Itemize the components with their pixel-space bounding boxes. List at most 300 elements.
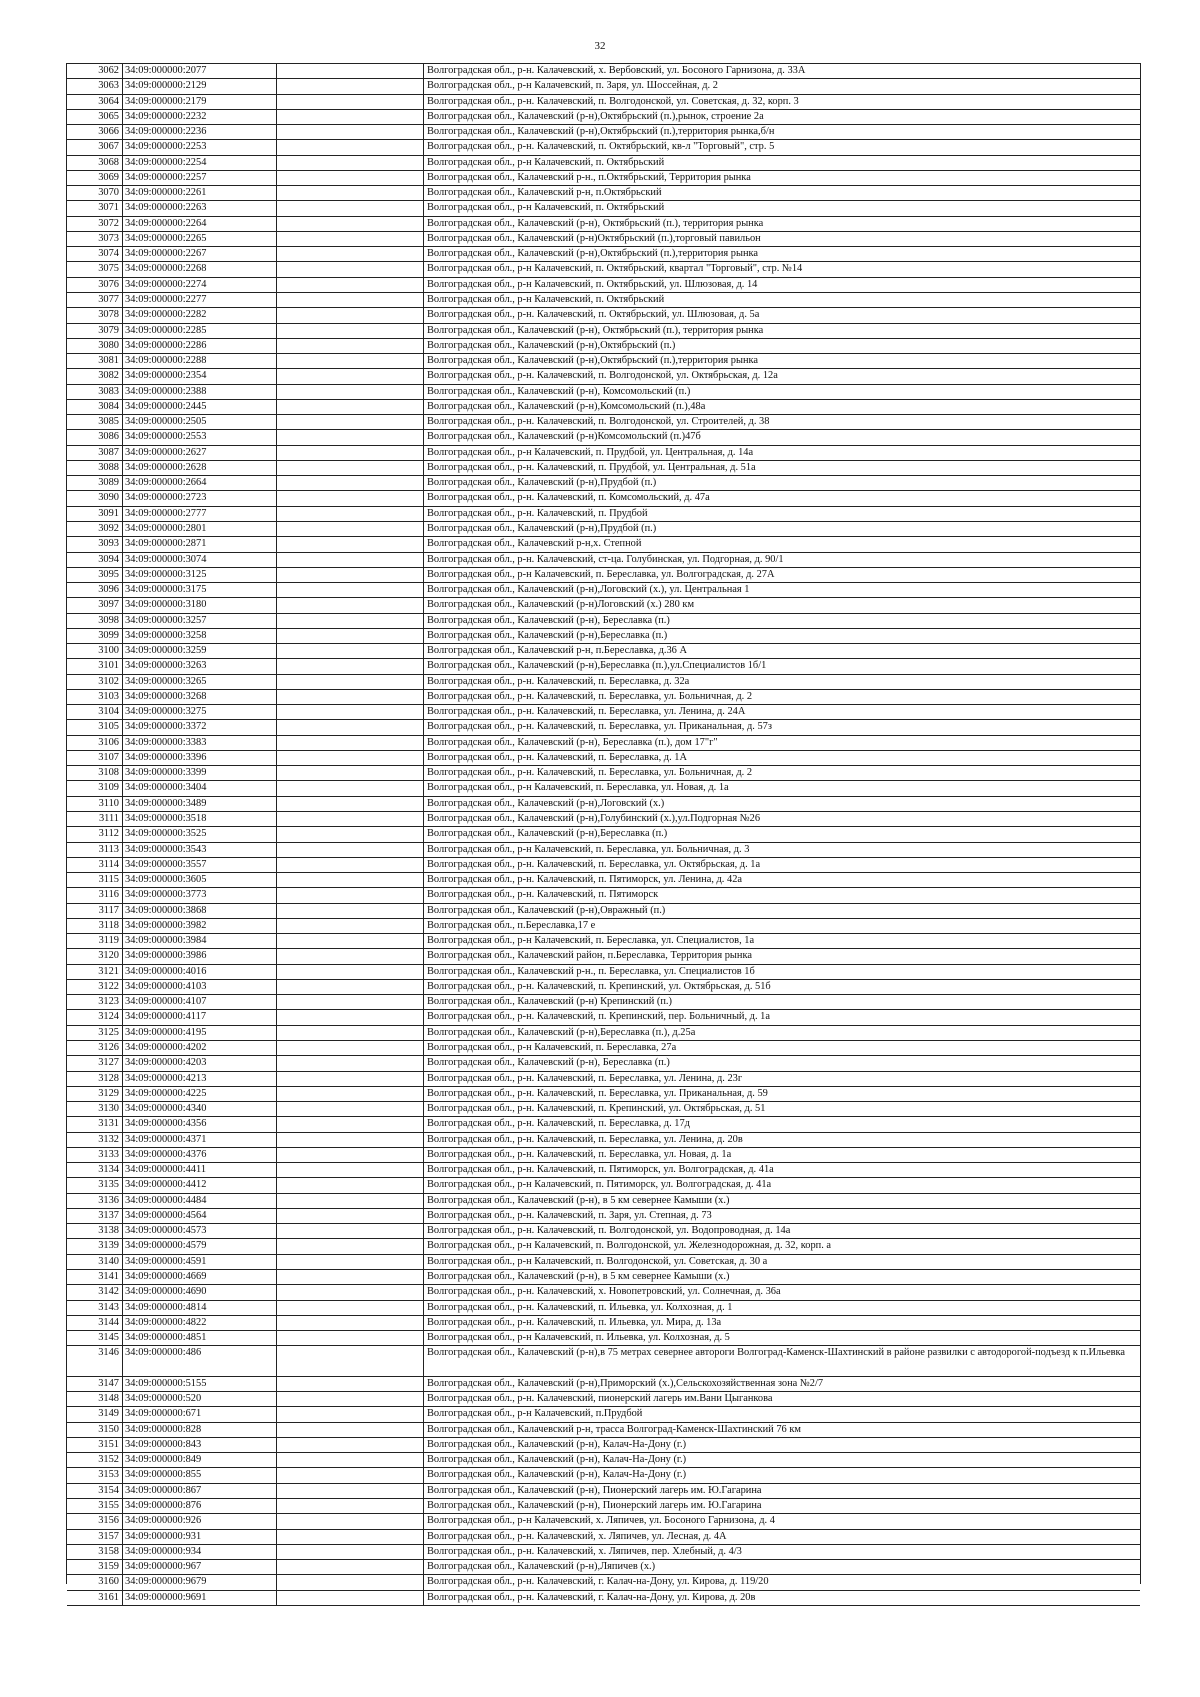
table-row (67, 1239, 1140, 1254)
row-number-cell: 3138 (67, 1224, 123, 1238)
table-row (67, 583, 1140, 598)
empty-cell (277, 201, 424, 215)
table-row (67, 1010, 1140, 1025)
table-row (67, 1346, 1140, 1377)
cadastral-number-cell: 34:09:000000:4411 (123, 1163, 277, 1177)
address-cell: Волгоградская обл., р-н. Калачевский, п. Волгодонской, ул. Октябрьская, д. 12а (427, 370, 778, 382)
cadastral-number-cell: 34:09:000000:3525 (123, 827, 277, 841)
address-cell: Волгоградская обл., Калачевский (р-н),Прудбой (п.) (427, 522, 657, 534)
address-cell: Волгоградская обл., р-н Калачевский, п. Береславка, ул. Специалистов, 1а (427, 935, 755, 947)
row-number-cell: 3097 (67, 598, 123, 612)
row-number-cell: 3155 (67, 1499, 123, 1513)
row-number-cell: 3078 (67, 308, 123, 322)
address-cell: Волгоградская обл., Калачевский (р-н), Октябрьский (п.), территория рынка (427, 324, 764, 336)
cadastral-number-cell: 34:09:000000:867 (123, 1484, 277, 1498)
empty-cell (277, 278, 424, 292)
row-number-cell: 3083 (67, 385, 123, 399)
table-row (67, 1178, 1140, 1193)
empty-cell (277, 537, 424, 551)
address-cell: Волгоградская обл., Калачевский район, п.Береславка, Территория рынка (427, 950, 752, 962)
empty-cell (277, 1438, 424, 1452)
address-cell: Волгоградская обл., р-н. Калачевский, п. Береславка, ул. Приканальная, д. 57з (427, 721, 772, 733)
cadastral-number-cell: 34:09:000000:9679 (123, 1575, 277, 1589)
cadastral-number-cell: 34:09:000000:486 (123, 1346, 277, 1376)
cadastral-number-cell: 34:09:000000:2445 (123, 400, 277, 414)
address-cell: Волгоградская обл., р-н Калачевский, п. Октябрьский, ул. Шлюзовая, д. 14 (427, 278, 758, 290)
row-number-cell: 3068 (67, 156, 123, 170)
empty-cell (277, 858, 424, 872)
empty-cell (277, 1072, 424, 1086)
address-cell: Волгоградская обл., Калачевский (р-н), Береславка (п.) (427, 614, 670, 626)
row-number-cell: 3129 (67, 1087, 123, 1101)
table-row (67, 1468, 1140, 1483)
cadastral-number-cell: 34:09:000000:4484 (123, 1194, 277, 1208)
address-cell: Волгоградская обл., р-н. Калачевский, п. Береславка, д. 17д (427, 1118, 690, 1130)
row-number-cell: 3070 (67, 186, 123, 200)
address-cell: Волгоградская обл., Калачевский (р-н),Береславка (п.) (427, 828, 668, 840)
table-row (67, 1560, 1140, 1575)
row-number-cell: 3095 (67, 568, 123, 582)
row-number-cell: 3103 (67, 690, 123, 704)
table-row (67, 1377, 1140, 1392)
address-cell: Волгоградская обл., Калачевский р-н, трасса Волгоград-Каменск-Шахтинский 76 км (427, 1423, 801, 1435)
empty-cell (277, 553, 424, 567)
address-cell: Волгоградская обл., р-н. Калачевский, п. Волгодонской, ул. Строителей, д. 38 (427, 416, 770, 428)
table-row (67, 1224, 1140, 1239)
registry-table (66, 63, 1141, 1603)
table-row (67, 1392, 1140, 1407)
cadastral-number-cell: 34:09:000000:2628 (123, 461, 277, 475)
table-row (67, 293, 1140, 308)
table-row (67, 1133, 1140, 1148)
row-number-cell: 3158 (67, 1545, 123, 1559)
empty-cell (277, 461, 424, 475)
address-cell: Волгоградская обл., Калачевский (р-н), Пионерский лагерь им. Ю.Гагарина (427, 1499, 762, 1511)
cadastral-number-cell: 34:09:000000:2277 (123, 293, 277, 307)
empty-cell (277, 324, 424, 338)
table-row (67, 247, 1140, 262)
empty-cell (277, 415, 424, 429)
cadastral-number-cell: 34:09:000000:3125 (123, 568, 277, 582)
table-row (67, 1194, 1140, 1209)
row-number-cell: 3099 (67, 629, 123, 643)
cadastral-number-cell: 34:09:000000:828 (123, 1423, 277, 1437)
cadastral-number-cell: 34:09:000000:3543 (123, 843, 277, 857)
empty-cell (277, 1255, 424, 1269)
table-row (67, 95, 1140, 110)
cadastral-number-cell: 34:09:000000:2553 (123, 430, 277, 444)
row-number-cell: 3160 (67, 1575, 123, 1589)
cadastral-number-cell: 34:09:000000:3396 (123, 751, 277, 765)
cadastral-number-cell: 34:09:000000:4202 (123, 1041, 277, 1055)
address-cell: Волгоградская обл., р-н. Калачевский, х. Новопетровский, ул. Солнечная, д. 36а (427, 1286, 781, 1298)
empty-cell (277, 1010, 424, 1024)
table-row (67, 1209, 1140, 1224)
table-row (67, 720, 1140, 735)
empty-cell (277, 1194, 424, 1208)
cadastral-number-cell: 34:09:000000:4213 (123, 1072, 277, 1086)
row-number-cell: 3093 (67, 537, 123, 551)
empty-cell (277, 1453, 424, 1467)
page-number: 32 (594, 40, 606, 52)
row-number-cell: 3127 (67, 1056, 123, 1070)
table-row (67, 140, 1140, 155)
empty-cell (277, 766, 424, 780)
empty-cell (277, 1530, 424, 1544)
empty-cell (277, 1117, 424, 1131)
cadastral-number-cell: 34:09:000000:4225 (123, 1087, 277, 1101)
empty-cell (277, 125, 424, 139)
row-number-cell: 3102 (67, 675, 123, 689)
table-row (67, 308, 1140, 323)
table-row (67, 873, 1140, 888)
empty-cell (277, 812, 424, 826)
row-number-cell: 3079 (67, 324, 123, 338)
table-row (67, 568, 1140, 583)
address-cell: Волгоградская обл., Калачевский (р-н),Октябрьский (п.),территория рынка (427, 355, 759, 367)
row-number-cell: 3063 (67, 79, 123, 93)
table-row (67, 675, 1140, 690)
cadastral-number-cell: 34:09:000000:9691 (123, 1591, 277, 1605)
row-number-cell: 3065 (67, 110, 123, 124)
address-cell: Волгоградская обл., р-н. Калачевский, п. Волгодонской, ул. Водопроводная, д. 14а (427, 1225, 791, 1237)
empty-cell (277, 110, 424, 124)
table-row (67, 904, 1140, 919)
cadastral-number-cell: 34:09:000000:4591 (123, 1255, 277, 1269)
cadastral-number-cell: 34:09:000000:2505 (123, 415, 277, 429)
table-row (67, 400, 1140, 415)
cadastral-number-cell: 34:09:000000:4573 (123, 1224, 277, 1238)
cadastral-number-cell: 34:09:000000:2129 (123, 79, 277, 93)
empty-cell (277, 385, 424, 399)
cadastral-number-cell: 34:09:000000:3268 (123, 690, 277, 704)
address-cell: Волгоградская обл., Калачевский (р-н),Логовский (х.) (427, 797, 665, 809)
empty-cell (277, 614, 424, 628)
address-cell: Волгоградская обл., р-н Калачевский, х. Ляпичев, ул. Босоного Гарнизона, д. 4 (427, 1515, 775, 1527)
empty-cell (277, 995, 424, 1009)
cadastral-number-cell: 34:09:000000:931 (123, 1530, 277, 1544)
address-cell: Волгоградская обл., р-н Калачевский, п. Волгодонской, ул. Советская, д. 30 а (427, 1255, 768, 1267)
cadastral-number-cell: 34:09:000000:4851 (123, 1331, 277, 1345)
row-number-cell: 3147 (67, 1377, 123, 1391)
row-number-cell: 3074 (67, 247, 123, 261)
cadastral-number-cell: 34:09:000000:4117 (123, 1010, 277, 1024)
row-number-cell: 3075 (67, 262, 123, 276)
table-row (67, 156, 1140, 171)
row-number-cell: 3149 (67, 1407, 123, 1421)
row-number-cell: 3089 (67, 476, 123, 490)
empty-cell (277, 476, 424, 490)
table-row (67, 1072, 1140, 1087)
empty-cell (277, 293, 424, 307)
cadastral-number-cell: 34:09:000000:4371 (123, 1133, 277, 1147)
empty-cell (277, 888, 424, 902)
table-row (67, 751, 1140, 766)
row-number-cell: 3076 (67, 278, 123, 292)
address-cell: Волгоградская обл., Калачевский (р-н), Калач-На-Дону (г.) (427, 1454, 687, 1466)
empty-cell (277, 1224, 424, 1238)
row-number-cell: 3123 (67, 995, 123, 1009)
cadastral-number-cell: 34:09:000000:926 (123, 1514, 277, 1528)
address-cell: Волгоградская обл., р-н Калачевский, п. Октябрьский (427, 293, 665, 305)
row-number-cell: 3085 (67, 415, 123, 429)
address-cell: Волгоградская обл., р-н. Калачевский, п. Береславка, д. 32а (427, 675, 690, 687)
address-cell: Волгоградская обл., р-н. Калачевский, х. Вербовский, ул. Босоного Гарнизона, д. 33А (427, 65, 806, 76)
empty-cell (277, 1133, 424, 1147)
cadastral-number-cell: 34:09:000000:4690 (123, 1285, 277, 1299)
empty-cell (277, 1056, 424, 1070)
table-row (67, 217, 1140, 232)
empty-cell (277, 1209, 424, 1223)
address-cell: Волгоградская обл., Калачевский (р-н), Калач-На-Дону (г.) (427, 1469, 687, 1481)
table-row (67, 125, 1140, 140)
address-cell: Волгоградская обл., р-н. Калачевский, п. Пятиморск, ул. Ленина, д. 42а (427, 874, 743, 886)
address-cell: Волгоградская обл., Калачевский (р-н),Октябрьский (п.),территория рынка (427, 248, 759, 260)
empty-cell (277, 156, 424, 170)
row-number-cell: 3067 (67, 140, 123, 154)
table-row (67, 507, 1140, 522)
empty-cell (277, 1331, 424, 1345)
empty-cell (277, 1270, 424, 1284)
cadastral-number-cell: 34:09:000000:4814 (123, 1301, 277, 1315)
address-cell: Волгоградская обл., р-н. Калачевский, г. Калач-на-Дону, ул. Кирова, д. 20в (427, 1591, 756, 1603)
address-cell: Волгоградская обл., р-н. Калачевский, п. Комсомольский, д. 47а (427, 492, 710, 504)
table-row (67, 858, 1140, 873)
address-cell: Волгоградская обл., р-н. Калачевский, х. Ляпичев, пер. Хлебный, д. 4/3 (427, 1545, 742, 1557)
empty-cell (277, 644, 424, 658)
cadastral-number-cell: 34:09:000000:2286 (123, 339, 277, 353)
address-cell: Волгоградская обл., р-н. Калачевский, п. Береславка, ул. Больничная, д. 2 (427, 767, 753, 779)
address-cell: Волгоградская обл., р-н Калачевский, п. Ильевка, ул. Колхозная, д. 5 (427, 1332, 730, 1344)
row-number-cell: 3062 (67, 64, 123, 78)
empty-cell (277, 980, 424, 994)
table-row (67, 934, 1140, 949)
row-number-cell: 3072 (67, 217, 123, 231)
empty-cell (277, 1316, 424, 1330)
table-row (67, 843, 1140, 858)
table-row (67, 64, 1140, 79)
cadastral-number-cell: 34:09:000000:671 (123, 1407, 277, 1421)
address-cell: Волгоградская обл., р-н. Калачевский, п. Пятиморск (427, 889, 659, 901)
row-number-cell: 3096 (67, 583, 123, 597)
row-number-cell: 3142 (67, 1285, 123, 1299)
address-cell: Волгоградская обл., Калачевский (р-н)Логовский (х.) 280 км (427, 599, 695, 611)
row-number-cell: 3140 (67, 1255, 123, 1269)
row-number-cell: 3117 (67, 904, 123, 918)
row-number-cell: 3090 (67, 491, 123, 505)
table-row (67, 522, 1140, 537)
empty-cell (277, 446, 424, 460)
table-row (67, 1514, 1140, 1529)
row-number-cell: 3159 (67, 1560, 123, 1574)
address-cell: Волгоградская обл., Калачевский (р-н)Комсомольский (п.)47б (427, 431, 701, 443)
row-number-cell: 3114 (67, 858, 123, 872)
row-number-cell: 3112 (67, 827, 123, 841)
empty-cell (277, 1041, 424, 1055)
address-cell: Волгоградская обл., Калачевский (р-н), в 5 км севернее Камыши (х.) (427, 1270, 730, 1282)
empty-cell (277, 797, 424, 811)
cadastral-number-cell: 34:09:000000:3868 (123, 904, 277, 918)
table-row (67, 110, 1140, 125)
row-number-cell: 3141 (67, 1270, 123, 1284)
row-number-cell: 3137 (67, 1209, 123, 1223)
table-row (67, 598, 1140, 613)
row-number-cell: 3080 (67, 339, 123, 353)
empty-cell (277, 675, 424, 689)
row-number-cell: 3144 (67, 1316, 123, 1330)
address-cell: Волгоградская обл., Калачевский (р-н),Прудбой (п.) (427, 477, 657, 489)
table-row (67, 705, 1140, 720)
cadastral-number-cell: 34:09:000000:4107 (123, 995, 277, 1009)
table-row (67, 201, 1140, 216)
row-number-cell: 3081 (67, 354, 123, 368)
row-number-cell: 3151 (67, 1438, 123, 1452)
row-number-cell: 3111 (67, 812, 123, 826)
cadastral-number-cell: 34:09:000000:3275 (123, 705, 277, 719)
row-number-cell: 3131 (67, 1117, 123, 1131)
table-row (67, 1438, 1140, 1453)
empty-cell (277, 629, 424, 643)
cadastral-number-cell: 34:09:000000:3257 (123, 614, 277, 628)
cadastral-number-cell: 34:09:000000:3383 (123, 736, 277, 750)
cadastral-number-cell: 34:09:000000:855 (123, 1468, 277, 1482)
address-cell: Волгоградская обл., р-н. Калачевский, пионерский лагерь им.Вани Цыганкова (427, 1393, 773, 1405)
empty-cell (277, 965, 424, 979)
table-row (67, 491, 1140, 506)
row-number-cell: 3069 (67, 171, 123, 185)
address-cell: Волгоградская обл., Калачевский (р-н),Береславка (п.), д.25а (427, 1026, 696, 1038)
cadastral-number-cell: 34:09:000000:3518 (123, 812, 277, 826)
address-cell: Волгоградская обл., Калачевский (р-н) Крепинский (п.) (427, 996, 672, 1008)
cadastral-number-cell: 34:09:000000:4579 (123, 1239, 277, 1253)
row-number-cell: 3110 (67, 797, 123, 811)
cadastral-number-cell: 34:09:000000:2285 (123, 324, 277, 338)
row-number-cell: 3136 (67, 1194, 123, 1208)
cadastral-number-cell: 34:09:000000:3605 (123, 873, 277, 887)
table-row (67, 446, 1140, 461)
address-cell: Волгоградская обл., р-н. Калачевский, п. Ильевка, ул. Мира, д. 13а (427, 1316, 722, 1328)
row-number-cell: 3107 (67, 751, 123, 765)
table-row (67, 430, 1140, 445)
address-cell: Волгоградская обл., Калачевский (р-н), Береславка (п.) (427, 1057, 670, 1069)
empty-cell (277, 64, 424, 78)
empty-cell (277, 1591, 424, 1605)
empty-cell (277, 79, 424, 93)
table-row (67, 690, 1140, 705)
empty-cell (277, 873, 424, 887)
address-cell: Волгоградская обл., Калачевский р-н,х. Степной (427, 538, 642, 550)
empty-cell (277, 186, 424, 200)
address-cell: Волгоградская обл., р-н Калачевский, п. Октябрьский (427, 202, 665, 214)
cadastral-number-cell: 34:09:000000:4195 (123, 1026, 277, 1040)
cadastral-number-cell: 34:09:000000:2232 (123, 110, 277, 124)
row-number-cell: 3118 (67, 919, 123, 933)
table-row (67, 949, 1140, 964)
row-number-cell: 3091 (67, 507, 123, 521)
row-number-cell: 3084 (67, 400, 123, 414)
address-cell: Волгоградская обл., р-н. Калачевский, п. Октябрьский, кв-л "Торговый", стр. 5 (427, 141, 775, 153)
address-cell: Волгоградская обл., р-н Калачевский, п. Береславка, 27а (427, 1042, 677, 1053)
table-row (67, 1423, 1140, 1438)
empty-cell (277, 1163, 424, 1177)
cadastral-number-cell: 34:09:000000:3175 (123, 583, 277, 597)
address-cell: Волгоградская обл., Калачевский (р-н),Октябрьский (п.),территория рынка,б/н (427, 126, 775, 138)
table-row (67, 1453, 1140, 1468)
empty-cell (277, 1545, 424, 1559)
empty-cell (277, 522, 424, 536)
cadastral-number-cell: 34:09:000000:2282 (123, 308, 277, 322)
address-cell: Волгоградская обл., р-н Калачевский, п. Заря, ул. Шоссейная, д. 2 (427, 80, 718, 92)
table-row (67, 1316, 1140, 1331)
row-number-cell: 3145 (67, 1331, 123, 1345)
row-number-cell: 3092 (67, 522, 123, 536)
empty-cell (277, 1102, 424, 1116)
empty-cell (277, 583, 424, 597)
cadastral-number-cell: 34:09:000000:3557 (123, 858, 277, 872)
cadastral-number-cell: 34:09:000000:4822 (123, 1316, 277, 1330)
table-row (67, 186, 1140, 201)
address-cell: Волгоградская обл., р-н Калачевский, п. Пятиморск, ул. Волгоградская, д. 41а (427, 1179, 772, 1191)
cadastral-number-cell: 34:09:000000:4103 (123, 980, 277, 994)
row-number-cell: 3126 (67, 1041, 123, 1055)
cadastral-number-cell: 34:09:000000:2723 (123, 491, 277, 505)
row-number-cell: 3124 (67, 1010, 123, 1024)
table-row (67, 1148, 1140, 1163)
cadastral-number-cell: 34:09:000000:2077 (123, 64, 277, 78)
address-cell: Волгоградская обл., р-н. Калачевский, х. Ляпичев, ул. Лесная, д. 4А (427, 1530, 727, 1542)
address-cell: Волгоградская обл., р-н Калачевский, п.Прудбой (427, 1408, 643, 1420)
empty-cell (277, 400, 424, 414)
cadastral-number-cell: 34:09:000000:2274 (123, 278, 277, 292)
address-cell: Волгоградская обл., р-н. Калачевский, п. Прудбой, ул. Центральная, д. 51а (427, 461, 756, 473)
address-cell: Волгоградская обл., р-н Калачевский, п. Береславка, ул. Волгоградская, д. 27А (427, 568, 775, 580)
cadastral-number-cell: 34:09:000000:2801 (123, 522, 277, 536)
row-number-cell: 3086 (67, 430, 123, 444)
address-cell: Волгоградская обл., Калачевский (р-н), Октябрьский (п.), территория рынка (427, 217, 764, 229)
cadastral-number-cell: 34:09:000000:2267 (123, 247, 277, 261)
row-number-cell: 3116 (67, 888, 123, 902)
table-row (67, 79, 1140, 94)
cadastral-number-cell: 34:09:000000:4356 (123, 1117, 277, 1131)
empty-cell (277, 659, 424, 673)
table-row (67, 1041, 1140, 1056)
cadastral-number-cell: 34:09:000000:3074 (123, 553, 277, 567)
cadastral-number-cell: 34:09:000000:4203 (123, 1056, 277, 1070)
table-row (67, 629, 1140, 644)
table-row (67, 781, 1140, 796)
table-row (67, 1026, 1140, 1041)
empty-cell (277, 720, 424, 734)
address-cell: Волгоградская обл., Калачевский (р-н),Береславка (п.) (427, 629, 668, 641)
empty-cell (277, 507, 424, 521)
cadastral-number-cell: 34:09:000000:5155 (123, 1377, 277, 1391)
row-number-cell: 3120 (67, 949, 123, 963)
address-cell: Волгоградская обл., Калачевский р-н., п. Береславка, ул. Специалистов 1б (427, 965, 755, 977)
row-number-cell: 3139 (67, 1239, 123, 1253)
table-row (67, 659, 1140, 674)
table-row (67, 339, 1140, 354)
address-cell: Волгоградская обл., р-н. Калачевский, п. Береславка, ул. Октябрьская, д. 1а (427, 858, 761, 870)
empty-cell (277, 919, 424, 933)
cadastral-number-cell: 34:09:000000:2261 (123, 186, 277, 200)
address-cell: Волгоградская обл., Калачевский (р-н),Приморский (х.),Сельскохозяйственная зона №2/7 (427, 1377, 824, 1389)
address-cell: Волгоградская обл., р-н. Калачевский, п. Прудбой (427, 507, 648, 519)
cadastral-number-cell: 34:09:000000:3984 (123, 934, 277, 948)
table-row (67, 171, 1140, 186)
empty-cell (277, 339, 424, 353)
table-row (67, 385, 1140, 400)
cadastral-number-cell: 34:09:000000:520 (123, 1392, 277, 1406)
